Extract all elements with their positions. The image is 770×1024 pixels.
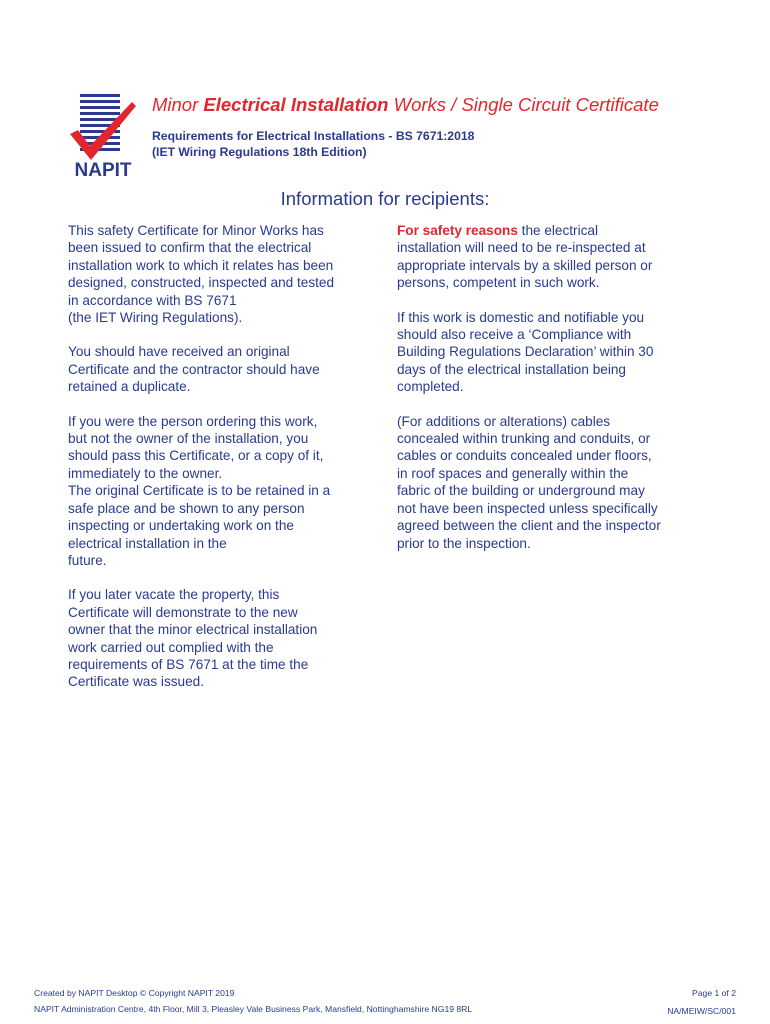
right-column — [397, 222, 712, 552]
safety-highlight: For safety reasons — [397, 223, 518, 238]
right-paragraph-1 — [397, 222, 712, 292]
title-suffix: Works / Single Circuit Certificate — [388, 94, 659, 115]
left-paragraph-2: You should have received an original Certificate and the contractor should have retained a duplicate. — [68, 344, 320, 395]
right-paragraph-3: (For additions or alterations) cables concealed within trunking and conduits, or cables or conduits concealed under floors, in roof spaces and generally within the fabric of the building or underground may not have been inspected unless specifically agreed between the client and the inspector prior to the inspection. — [397, 413, 661, 551]
info-heading: Information for recipients: — [280, 188, 490, 209]
left-column — [68, 222, 380, 691]
title-prefix: Minor — [152, 94, 204, 115]
footer-page-number: Page 1 of 2 — [692, 988, 736, 998]
requirements-line: Requirements for Electrical Installations - BS 7671:2018 — [152, 129, 475, 143]
footer-reference: NA/MEIW/SC/001 — [667, 1006, 736, 1016]
footer-address: NAPIT Administration Centre, 4th Floor, Mill 3, Pleasley Vale Business Park, Mansfield, Nottinghamshire NG19 8RL — [34, 1004, 473, 1014]
requirements-block — [152, 128, 474, 160]
certificate-title — [152, 94, 659, 116]
left-paragraph-4: If you later vacate the property, this Certificate will demonstrate to the new owner that the minor electrical installation work carried out complied with the requirements of BS 7671 at the time the Certificate was issued. — [68, 587, 318, 690]
right-paragraph-1-rest: the electrical installation will need to be re-inspected at appropriate intervals by a skilled person or persons, competent in such work. — [397, 223, 653, 291]
footer-created-by: Created by NAPIT Desktop © Copyright NAPIT 2019 — [34, 988, 235, 998]
edition-line: (IET Wiring Regulations 18th Edition) — [152, 145, 367, 159]
napit-logo — [66, 92, 140, 182]
title-bold: Electrical Installation — [203, 94, 389, 115]
right-paragraph-2: If this work is domestic and notifiable you should also receive a ‘Compliance with Building Regulations Declaration’ within 30 days of the electrical installation being completed. — [397, 309, 654, 395]
left-paragraph-3: If you were the person ordering this work, but not the owner of the installation, you should pass this Certificate, or a copy of it, immediately to the owner. The original Certificate is to be retained in a safe place and be shown to any person inspecting or undertaking work on the electrical installation in the future. — [68, 413, 331, 568]
left-paragraph-1: This safety Certificate for Minor Works has been issued to confirm that the electrical installation work to which it relates has been designed, constructed, inspected and tested in accordance with BS 7671 (the IET Wiring Regulations). — [68, 223, 335, 326]
svg-text:NAPIT: NAPIT — [74, 160, 132, 181]
napit-check-icon — [66, 92, 140, 182]
